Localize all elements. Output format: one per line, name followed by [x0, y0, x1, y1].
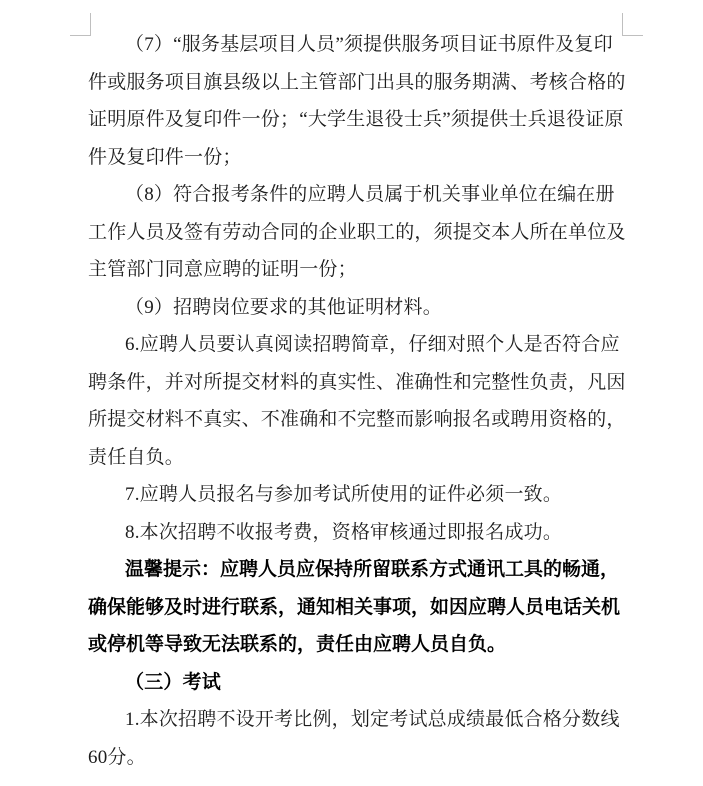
document-line: 件或服务项目旗县级以上主管部门出具的服务期满、考核合格的 — [88, 71, 626, 93]
document-line: 1.本次招聘不设开考比例，划定考试总成绩最低合格分数线 — [125, 709, 620, 730]
margin-crop-mark-top-right — [622, 13, 643, 36]
document-line: 工作人员及签有劳动合同的企业职工的，须提交本人所在单位及 — [88, 221, 626, 243]
document-line-warm-tip: 或停机等导致无法联系的，责任由应聘人员自负。 — [88, 634, 507, 655]
document-line: 7.应聘人员报名与参加考试所使用的证件必须一致。 — [125, 484, 563, 505]
document-line: 证明原件及复印件一份；“大学生退役士兵”须提供士兵退役证原 — [88, 109, 624, 130]
document-line: 责任自负。 — [88, 446, 185, 468]
document-line: 6.应聘人员要认真阅读招聘简章，仔细对照个人是否符合应 — [125, 334, 620, 355]
document-line-warm-tip: 温馨提示：应聘人员应保持所留联系方式通讯工具的畅通， — [125, 559, 620, 580]
document-text-area — [88, 26, 625, 776]
document-line: （8）符合报考条件的应聘人员属于机关事业单位在编在册 — [125, 184, 615, 205]
document-section-heading: （三）考试 — [125, 671, 222, 693]
document-line: （7）“服务基层项目人员”须提供服务项目证书原件及复印 — [125, 34, 613, 55]
document-line: （9）招聘岗位要求的其他证明材料。 — [125, 296, 442, 318]
document-line: 60分。 — [88, 746, 146, 768]
document-line: 聘条件，并对所提交材料的真实性、准确性和完整性负责，凡因 — [88, 371, 626, 393]
document-line: 件及复印件一份； — [88, 146, 242, 168]
document-line: 主管部门同意应聘的证明一份； — [88, 259, 357, 280]
document-line: 8.本次招聘不收报考费，资格审核通过即报名成功。 — [125, 521, 563, 543]
document-line: 所提交材料不真实、不准确和不完整而影响报名或聘用资格的， — [88, 409, 626, 430]
document-line-warm-tip: 确保能够及时进行联系，通知相关事项，如因应聘人员电话关机 — [88, 596, 621, 618]
